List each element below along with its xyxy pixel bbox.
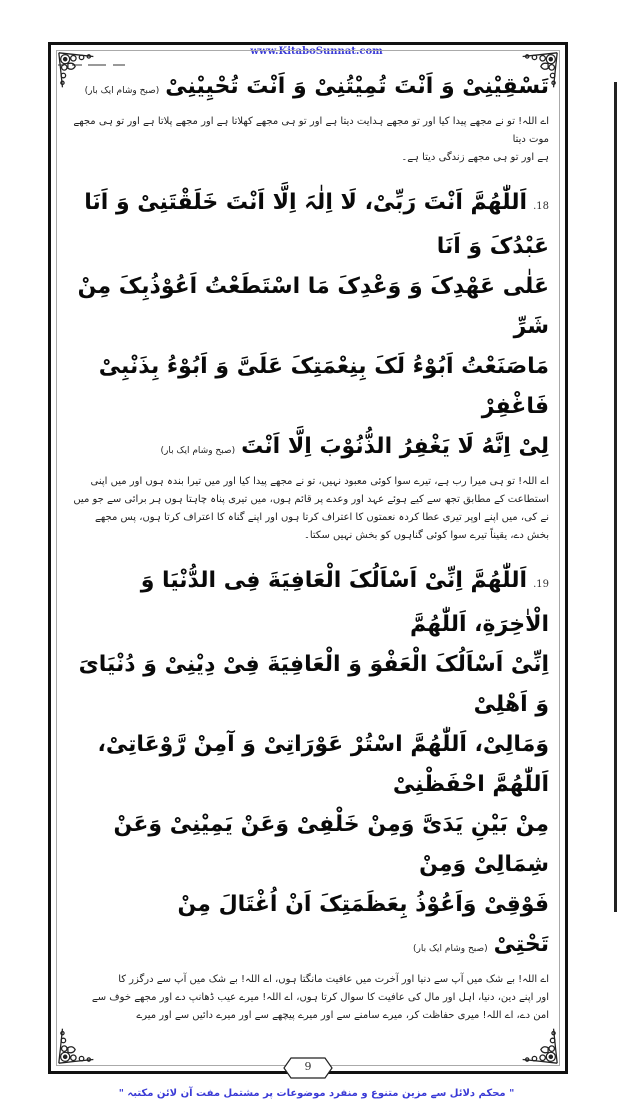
translation-line: ہے اور تو ہی مجھے زندگی دیتا ہے۔ [401,152,549,163]
translation-line: بخش دے، یقیناً تیرے سوا کوئی گناہوں کو بخش نہیں سکتا۔ [304,530,549,541]
arabic-text [67,183,549,471]
arabic-text [67,67,549,111]
translation-line: اے اللہ! بے شک میں آپ سے دنیا اور آخرت میں عافیت مانگتا ہوں، اے اللہ! بے شک میں آپ سے درگزر کا [118,974,549,985]
arabic-line [67,561,549,645]
dua-number: 18. [533,201,549,212]
recitation-reference: (صبح وشام ایک بار) [84,86,160,96]
translation-line: اور اپنے دین، دنیا، اہل اور مال کی عافیت کا سوال کرتا ہوں، اے اللہ! میرے عیب ڈھانپ دے اور مجھے خوف سے [91,992,549,1003]
page-number-badge [283,1057,333,1079]
arabic-line: عَلٰی عَھْدِکَ وَ وَعْدِکَ مَا اسْتَطَعْتُ اَعُوْذُبِکَ مِنْ شَرِّ [77,274,549,339]
translation-line: استطاعت کے مطابق تجھ سے کیے ہوئے عہد اور وعدے پر قائم ہوں، میں تیری پناہ چاہتا ہوں ہر برائی سے جو میں [73,494,549,505]
arabic-line [67,885,549,969]
arabic-line-text: اَللّٰھُمَّ اَنْتَ رَبِّیْ، لَا اِلٰہَ اِلَّا اَنْتَ خَلَقْتَنِیْ وَ اَنَا عَبْدُکَ وَ اَنَا [84,190,549,259]
arabic-line [67,67,549,111]
arabic-line-text: اَللّٰھُمَّ اِنِّیْ اَسْاَلُکَ الْعَافِیَةَ فِی الدُّنْیَا وَ الْاٰخِرَةِ، اَللّٰھُمَّ [140,568,549,637]
translation-line: اے اللہ! تو ہی میرا رب ہے، تیرے سوا کوئی معبود نہیں، تو نے مجھے پیدا کیا اور میں تیرا بندہ ہوں اور میں اپنی [90,476,549,487]
translation-line: امن دے، اے اللہ! میری حفاظت کر، میرے سامنے سے اور میرے پیچھے سے اور میرے دائیں سے اور میرے [136,1010,549,1021]
page-edge-line [614,82,617,912]
translation-line: اے اللہ! تو نے مجھے پیدا کیا اور تو مجھے ہدایت دیتا ہے اور تو ہی مجھے کھلاتا ہے اور مجھے پلاتا ہے اور تو ہی مجھے موت دیتا [73,116,549,145]
arabic-line: مَاصَنَعْتُ اَبُوْءُ لَکَ بِنِعْمَتِکَ عَلَیَّ وَ اَبُوْءُ بِذَنْبِیْ فَاغْفِرْ [98,354,549,419]
page-frame-outer [48,42,568,1074]
dua-number: 19. [533,579,549,590]
corner-ornament-icon [57,1025,97,1065]
recitation-reference: (صبح وشام ایک بار) [413,944,488,954]
translation-line: نے کی، میں اپنے اوپر تیری عطا کردہ نعمتوں کا اعتراف کرتا ہوں اور اپنے گناہ کا اعتراف کرتا ہوں، پس مجھے [95,512,549,523]
arabic-text [67,561,549,969]
arabic-line-text: لِیْ اِنَّهُ لَا یَغْفِرُ الذُّنُوْبَ اِلَّا اَنْتَ [241,434,549,459]
arabic-line-text: فَوْقِیْ وَاَعُوْذُ بِعَظَمَتِکَ اَنْ اُغْتَالَ مِنْ تَحْتِیْ [177,892,549,957]
page-frame-inner [56,50,560,1073]
urdu-translation [67,473,549,545]
recitation-reference: (صبح وشام ایک بار) [160,446,236,456]
arabic-line [67,183,549,267]
header-url[interactable]: www.KitaboSunnat.com [250,46,383,57]
dua-section-17 [67,67,549,167]
dua-section-19 [67,561,549,1025]
arabic-line: وَمَالِیْ، اَللّٰھُمَّ اسْتُرْ عَوْرَاتِیْ وَ آمِنْ رَّوْعَاتِیْ، اَللّٰھُمَّ احْفَظْنِیْ [97,732,549,797]
dua-section-18 [67,183,549,545]
arabic-line [67,427,549,471]
page-number: 9 [304,1060,312,1073]
arabic-line: اِنِّیْ اَسْاَلُکَ الْعَفْوَ وَ الْعَافِیَةَ فِیْ دِیْنِیْ وَ دُنْیَایَ وَ اَھْلِیْ [78,652,549,717]
urdu-translation [67,113,549,167]
urdu-translation [67,971,549,1025]
arabic-line: مِنْ بَیْنِ یَدَیَّ وَمِنْ خَلْفِیْ وَعَنْ یَمِیْنِیْ وَعَنْ شِمَالِیْ وَمِنْ [113,812,549,877]
page-content [67,67,549,1025]
footer-tagline[interactable]: " محکم دلائل سے مزین متنوع و منفرد موضوعات پر مشتمل مفت آن لائن مکتبہ " [118,1088,515,1099]
corner-ornament-icon [519,1025,559,1065]
arabic-line-text: تَسْقِیْنِیْ وَ اَنْتَ تُمِیْتُنِیْ وَ اَنْتَ تُحْیِیْنِیْ [165,74,549,99]
